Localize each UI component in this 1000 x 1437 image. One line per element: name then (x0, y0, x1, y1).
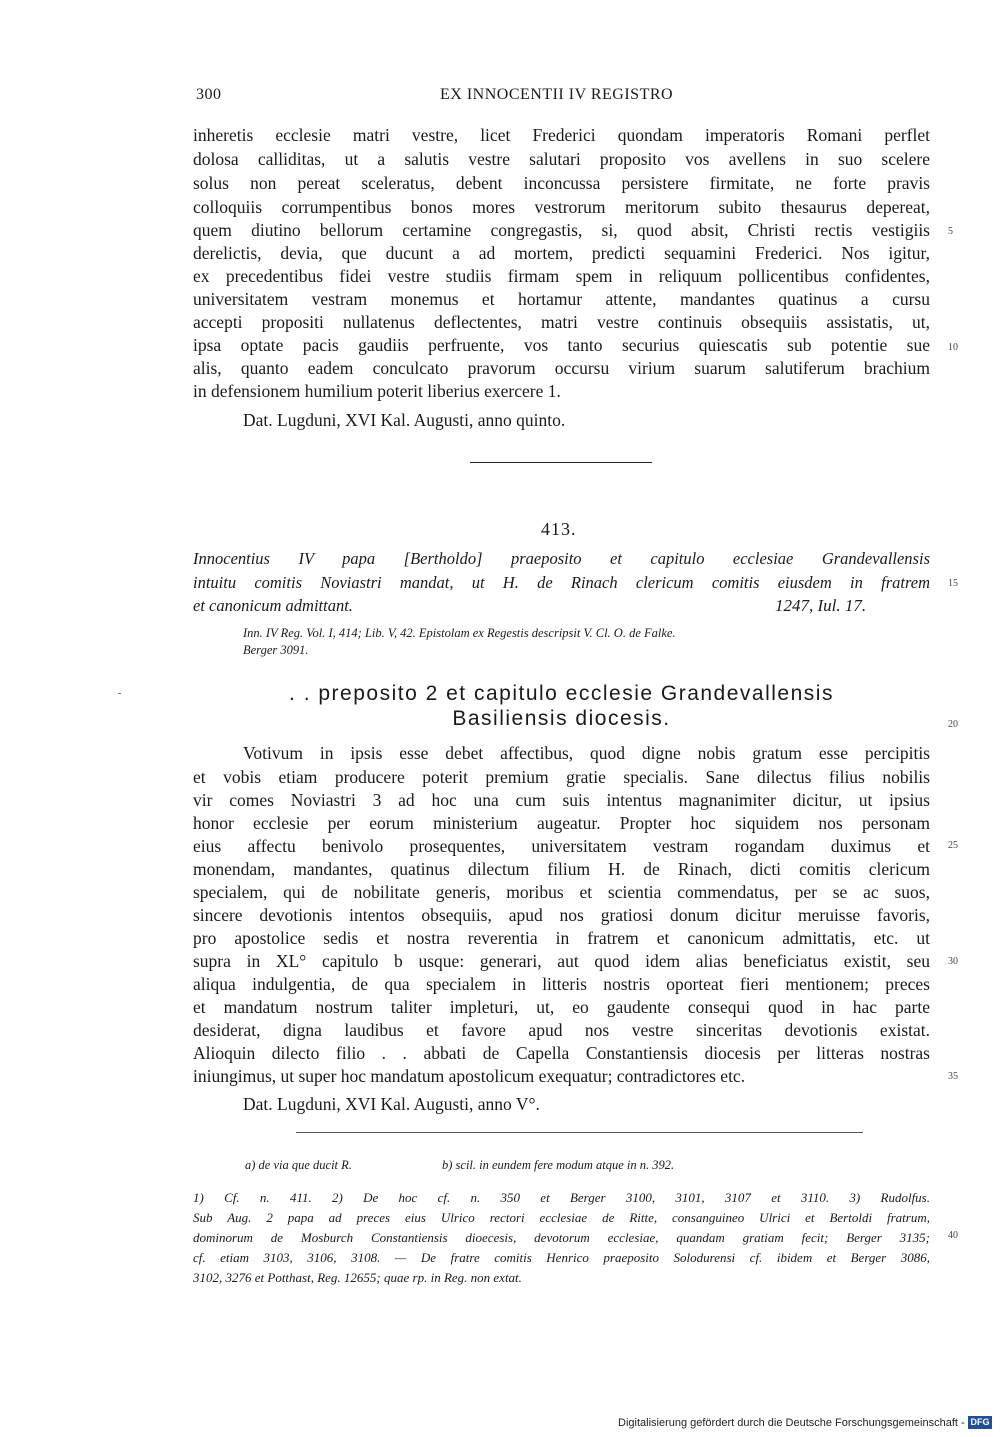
text-line: quem diutino bellorum certamine congregastis, si, quod absit, Christi rectis vestigiis (193, 220, 930, 240)
footnote-line: Sub Aug. 2 papa ad preces eius Ulrico rectori ecclesiae de Ritte, consanguineo Ulrici et Bertoldi fratrum, (193, 1210, 930, 1225)
line-number: 15 (948, 578, 958, 589)
letter-line: pro apostolice sedis et nostra reverentia in fratrem et canonicum admittatis, etc. ut (193, 928, 930, 948)
page-number: 300 (196, 86, 222, 103)
dfg-logo: DFG (968, 1416, 992, 1429)
section-rule (470, 462, 652, 463)
text-line: colloquiis corrumpentibus bonos mores vestrorum meritorum subito thesaurus depereat, (193, 197, 930, 217)
letter-line: Alioquin dilecto filio . . abbati de Capella Constantiensis diocesis per litteras nostras (193, 1043, 930, 1063)
text-line: inheretis ecclesie matri vestre, licet Frederici quondam imperatoris Romani perflet (193, 125, 930, 145)
line-number: 20 (948, 719, 958, 730)
text-line: universitatem vestram monemus et hortamur attente, mandantes quatinus a cursu (193, 289, 930, 309)
letter-line: et vobis etiam producere poterit premium gratie specialis. Sane dilectus filius nobilis (193, 767, 930, 787)
footnote-line: cf. etiam 3103, 3106, 3108. — De fratre comitis Henrico praeposito Solodurensi cf. ibidem et Berger 3086, (193, 1250, 930, 1265)
summary-line: Innocentius IV papa [Bertholdo] praeposito et capitulo ecclesiae Grandevallensis (193, 549, 930, 568)
address-line: . . preposito 2 et capitulo ecclesie Grandevallensis (289, 682, 834, 705)
letter-line: aliqua indulgentia, de qua specialem in litteris nostris oporteat fieri mentionem; preces (193, 974, 930, 994)
text-line: alis, quanto eadem conculcato pravorum occursu virium suarum salutiferum brachium (193, 358, 930, 378)
letter-line: vir comes Noviastri 3 ad hoc una cum suis intentus magnanimiter dicitur, ut ipsius (193, 790, 930, 810)
line-number: 30 (948, 956, 958, 967)
line-number: 35 (948, 1071, 958, 1082)
text-line: ex precedentibus fidei vestre studiis firmam spem in reliquum pollicentibus confidentes, (193, 266, 930, 286)
text-line: ipsa optate pacis gaudiis perfruente, vos tanto securius quiescatis sub potentie sue (193, 335, 930, 355)
summary-line: intuitu comitis Noviastri mandat, ut H. de Rinach clericum comitis eiusdem in fratrem (193, 573, 930, 592)
address-line: Basiliensis diocesis. (452, 707, 671, 730)
line-number: 25 (948, 840, 958, 851)
summary-date: 1247, Iul. 17. (775, 596, 867, 615)
footnote-line: dominorum de Mosburch Constantiensis dioecesis, devotorum ecclesiae, quandam gratiam fecit; Berger 3135; (193, 1230, 930, 1245)
entry-number: 413. (541, 519, 577, 539)
dating-clause: Dat. Lugduni, XVI Kal. Augusti, anno V°. (243, 1094, 540, 1114)
text-line: in defensionem humilium poterit liberius exercere 1. (193, 381, 561, 401)
source-reference: Berger 3091. (243, 643, 309, 657)
line-number: 40 (948, 1230, 958, 1241)
source-reference: Inn. IV Reg. Vol. I, 414; Lib. V, 42. Epistolam ex Regestis descripsit V. Cl. O. de Falke. (243, 626, 676, 640)
text-line: dolosa calliditas, ut a salutis vestre salutari proposito vos avellens in suo scelere (193, 149, 930, 169)
dating-clause: Dat. Lugduni, XVI Kal. Augusti, anno quinto. (243, 410, 566, 430)
letter-line: et mandatum nostrum taliter impleturi, ut, eo gaudente consequi quod in hac parte (193, 997, 930, 1017)
text-line: accepti propositi nullatenus deflectentes, matri vestre continuis obsequiis assistatis, ut, (193, 312, 930, 332)
digitization-credit: Digitalisierung gefördert durch die Deutsche Forschungsgemeinschaft - (618, 1417, 965, 1429)
letter-line: honor ecclesie per eorum ministerium augeatur. Propter hoc siquidem nos personam (193, 813, 930, 833)
scan-mark (118, 693, 121, 694)
summary-line: et canonicum admittant. (193, 596, 353, 615)
letter-line: specialem, qui de nobilitate generis, moribus et scientia commendatus, per se ac suos, (193, 882, 930, 902)
letter-line: Votivum in ipsis esse debet affectibus, quod digne nobis gratum esse percipitis (243, 743, 930, 763)
footnote-line: 3102, 3276 et Potthast, Reg. 12655; quae rp. in Reg. non extat. (193, 1270, 522, 1285)
letter-line: monendam, mandantes, quatinus dilectum filium H. de Rinach, dicti comitis clericum (193, 859, 930, 879)
letter-line: iniungimus, ut super hoc mandatum apostolicum exequatur; contradictores etc. (193, 1066, 746, 1086)
running-title: EX INNOCENTII IV REGISTRO (440, 86, 674, 103)
textual-footnote: b) scil. in eundem fere modum atque in n. 392. (442, 1158, 675, 1172)
footnote-rule (296, 1132, 863, 1133)
letter-line: sincere devotionis intentos obsequiis, apud nos gratiosi donum dicitur meruisse favoris, (193, 905, 930, 925)
line-number: 10 (948, 342, 958, 353)
letter-line: desiderat, digna laudibus et favore apud nos vestre sinceritas devotionis existat. (193, 1020, 930, 1040)
letter-line: eius affectu benivolo prosequentes, universitatem vestram rogandam duximus et (193, 836, 930, 856)
letter-line: supra in XL° capitulo b usque: generari, aut quod idem alias beneficiatus existit, seu (193, 951, 930, 971)
text-line: solus non pereat sceleratus, debent inconcussa persistere firmitate, ne forte pravis (193, 173, 930, 193)
footnote-line: 1) Cf. n. 411. 2) De hoc cf. n. 350 et Berger 3100, 3101, 3107 et 3110. 3) Rudolfus. (193, 1190, 930, 1205)
textual-footnote: a) de via que ducit R. (245, 1158, 352, 1172)
line-number: 5 (948, 226, 953, 237)
text-line: derelictis, devia, que ducunt a ad mortem, predicti sequamini Frederici. Nos igitur, (193, 243, 930, 263)
